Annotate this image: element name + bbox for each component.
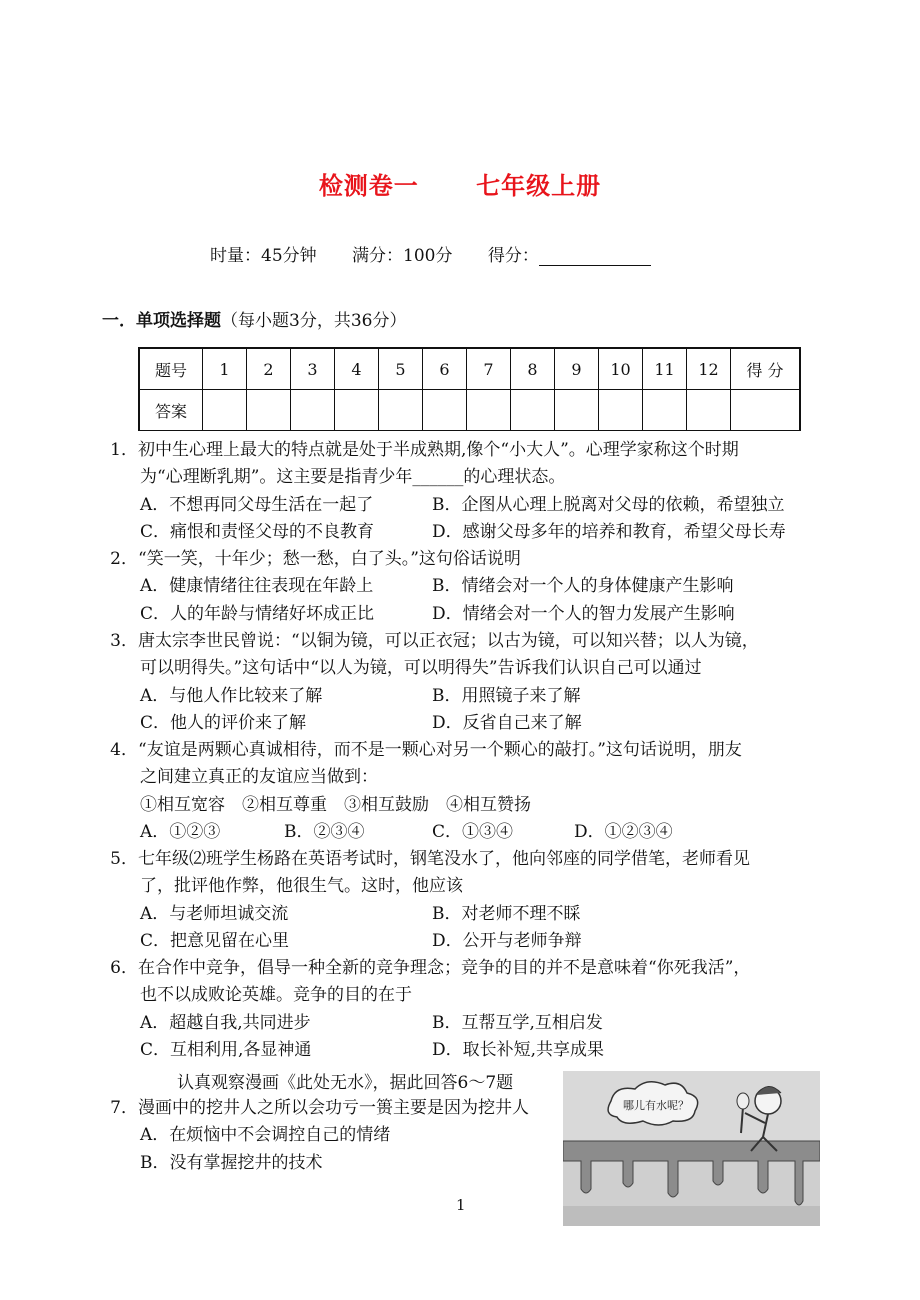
option-d[interactable]: D．反省自己来了解 xyxy=(432,712,582,733)
q-number-cell: 2 xyxy=(247,348,291,390)
answer-table-answer-row xyxy=(139,390,800,431)
title-part2: 七年级上册 xyxy=(476,172,602,200)
q-number-cell: 1 xyxy=(203,348,247,390)
q-number-cell: 9 xyxy=(555,348,599,390)
question-2 xyxy=(106,546,826,628)
option-b[interactable]: B．互帮互学,互相启发 xyxy=(432,1012,603,1033)
answer-cell[interactable] xyxy=(467,390,511,431)
question-statements: ①相互宽容 ②相互尊重 ③相互鼓励 ④相互赞扬 xyxy=(140,794,531,815)
answer-cell[interactable] xyxy=(555,390,599,431)
question-number: 3． xyxy=(110,631,138,651)
page-number: 1 xyxy=(456,1196,466,1214)
score-label: 得分： xyxy=(488,246,681,266)
question-number: 2． xyxy=(110,549,138,569)
option-a[interactable]: A．①②③ xyxy=(140,821,221,842)
answer-cell[interactable] xyxy=(643,390,687,431)
option-b[interactable]: B．情绪会对一个人的身体健康产生影响 xyxy=(432,576,734,597)
option-b[interactable]: B．企图从心理上脱离对父母的依赖，希望独立 xyxy=(432,494,785,515)
question-1 xyxy=(106,437,826,546)
question-5 xyxy=(106,846,826,955)
question-6 xyxy=(106,955,826,1064)
question-text: 初中生心理上最大的特点就是处于半成熟期,像个“小大人”。心理学家称这个时期 xyxy=(138,440,739,460)
full-score-label: 满分：100分 xyxy=(352,246,453,266)
q-number-cell: 6 xyxy=(423,348,467,390)
answer-table-header-row xyxy=(139,348,800,390)
question-text: “笑一笑，十年少；愁一愁，白了头。”这句俗话说明 xyxy=(138,549,521,569)
score-cell[interactable] xyxy=(731,390,801,431)
question-number: 6． xyxy=(110,958,138,978)
answer-cell[interactable] xyxy=(599,390,643,431)
time-label: 时量：45分钟 xyxy=(210,246,317,266)
page-title xyxy=(0,166,920,201)
option-d[interactable]: D．情绪会对一个人的智力发展产生影响 xyxy=(432,603,735,624)
option-d[interactable]: D．取长补短,共享成果 xyxy=(432,1039,605,1060)
question-7 xyxy=(106,1095,566,1177)
q-number-cell: 5 xyxy=(379,348,423,390)
option-b[interactable]: B．没有掌握挖井的技术 xyxy=(140,1152,323,1173)
question-number: 4． xyxy=(110,740,138,760)
q-number-cell: 11 xyxy=(643,348,687,390)
option-c[interactable]: C．人的年龄与情绪好坏成正比 xyxy=(140,603,375,624)
option-b[interactable]: B．对老师不理不睬 xyxy=(432,903,581,924)
option-b[interactable]: B．用照镜子来了解 xyxy=(432,685,581,706)
section-heading xyxy=(102,306,406,331)
option-a[interactable]: A．超越自我,共同进步 xyxy=(140,1012,311,1033)
question-number: 7． xyxy=(110,1098,138,1118)
answer-cell[interactable] xyxy=(291,390,335,431)
question-text: 之间建立真正的友谊应当做到： xyxy=(140,767,378,788)
question-text: 七年级⑵班学生杨路在英语考试时，钢笔没水了，他向邻座的同学借笔，老师看见 xyxy=(138,849,750,869)
option-d[interactable]: D．①②③④ xyxy=(574,821,673,842)
question-number: 1． xyxy=(110,440,138,460)
option-a[interactable]: A．与老师坦诚交流 xyxy=(140,903,289,924)
option-a[interactable]: A．与他人作比较来了解 xyxy=(140,685,323,706)
option-c[interactable]: C．把意见留在心里 xyxy=(140,930,290,951)
question-text: 在合作中竞争，倡导一种全新的竞争理念；竞争的目的并不是意味着“你死我活”， xyxy=(138,958,751,978)
score-header-cell: 得 分 xyxy=(731,348,801,390)
comic-image xyxy=(563,1071,820,1226)
comic-instruction: 认真观察漫画《此处无水》，据此回答6～7题 xyxy=(177,1073,514,1093)
option-d[interactable]: D．感谢父母多年的培养和教育，希望父母长寿 xyxy=(432,521,786,542)
title-part1: 检测卷一 xyxy=(318,172,419,200)
row-label-answer: 答案 xyxy=(139,390,203,431)
q-number-cell: 3 xyxy=(291,348,335,390)
q-number-cell: 4 xyxy=(335,348,379,390)
comic-caption: 哪儿有水呢？ xyxy=(623,1099,689,1112)
question-text: 为“心理断乳期”。这主要是指青少年______的心理状态。 xyxy=(140,467,566,488)
score-blank[interactable] xyxy=(539,251,651,266)
q-number-cell: 7 xyxy=(467,348,511,390)
question-3 xyxy=(106,628,826,737)
section-desc: （每小题3分，共36分） xyxy=(221,311,407,331)
option-a[interactable]: A．不想再同父母生活在一起了 xyxy=(140,494,374,515)
section-title: 一．单项选择题 xyxy=(102,311,221,331)
question-text: 也不以成败论英雄。竞争的目的在于 xyxy=(140,985,412,1006)
option-c[interactable]: C．①③④ xyxy=(432,821,514,842)
q-number-cell: 10 xyxy=(599,348,643,390)
question-text: 唐太宗李世民曾说：“以铜为镜，可以正衣冠；以古为镜，可以知兴替；以人为镜， xyxy=(138,631,759,651)
answer-table xyxy=(138,347,801,431)
question-4 xyxy=(106,737,826,846)
answer-cell[interactable] xyxy=(511,390,555,431)
option-c[interactable]: C．痛恨和责怪父母的不良教育 xyxy=(140,521,375,542)
option-b[interactable]: B．②③④ xyxy=(284,821,365,842)
question-text: 漫画中的挖井人之所以会功亏一篑主要是因为挖井人 xyxy=(138,1098,529,1118)
question-text: “友谊是两颗心真诚相待，而不是一颗心对另一个颗心的敲打。”这句话说明，朋友 xyxy=(138,740,742,760)
answer-cell[interactable] xyxy=(379,390,423,431)
question-text: 可以明得失。”这句话中“以人为镜，可以明得失”告诉我们认识自己可以通过 xyxy=(140,658,702,679)
option-a[interactable]: A．在烦恼中不会调控自己的情绪 xyxy=(140,1125,391,1146)
answer-cell[interactable] xyxy=(423,390,467,431)
option-a[interactable]: A．健康情绪往往表现在年龄上 xyxy=(140,576,374,597)
question-number: 5． xyxy=(110,849,138,869)
answer-cell[interactable] xyxy=(687,390,731,431)
exam-info xyxy=(210,241,711,266)
option-c[interactable]: C．互相利用,各显神通 xyxy=(140,1039,312,1060)
option-c[interactable]: C．他人的评价来了解 xyxy=(140,712,307,733)
q-number-cell: 12 xyxy=(687,348,731,390)
row-label-number: 题号 xyxy=(139,348,203,390)
question-text: 了，批评他作弊，他很生气。这时，他应该 xyxy=(140,876,463,897)
answer-cell[interactable] xyxy=(247,390,291,431)
q-number-cell: 8 xyxy=(511,348,555,390)
answer-cell[interactable] xyxy=(203,390,247,431)
answer-cell[interactable] xyxy=(335,390,379,431)
option-d[interactable]: D．公开与老师争辩 xyxy=(432,930,582,951)
comic-illustration xyxy=(563,1071,820,1226)
